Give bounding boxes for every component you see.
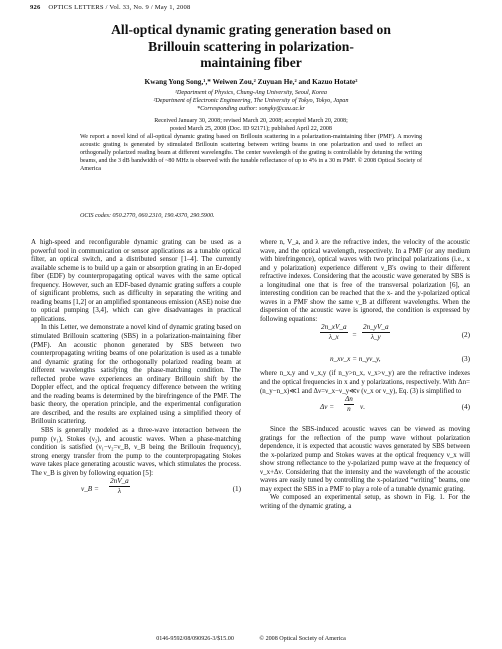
running-header (30, 4, 190, 11)
equation-2 (260, 323, 470, 353)
eq2-left-fraction (320, 323, 348, 341)
eq1-lhs: ν_B = (81, 485, 99, 494)
ocis-codes: OCIS codes: 050.2770, 060.2310, 190.4370, 290.5900. (80, 213, 215, 219)
equation-4 (260, 395, 470, 425)
eq2-right-numerator: 2n_yV_a (363, 323, 389, 332)
left-column (31, 238, 241, 507)
title-line-3: maintaining fiber (200, 55, 302, 70)
eq4-fraction (344, 395, 354, 413)
title-line-1: All-optical dynamic grating generation based on (111, 22, 391, 37)
eq2-right-denominator: λ_y (370, 333, 381, 342)
page-footer (0, 636, 502, 642)
eq3-body: n_xν_x = n_yν_y, (330, 355, 381, 364)
eq2-equals: = (352, 331, 357, 340)
eq4-lhs: Δν = (320, 403, 335, 412)
affiliations (30, 89, 472, 113)
article-title (30, 22, 472, 72)
eq3-number: (3) (461, 355, 470, 364)
eq1-denominator: λ (117, 486, 121, 495)
sbs-theory-paragraph: SBS is generally modeled as a three-wave interaction between the pump (ν₁), Stokes (ν₂), and acoustic waves. When a phase-matching condition is satisfied (ν₁−ν₂=ν_B, ν_B being the Brillouin frequency), strong energy transfer from the pump to the counterpropagating Stokes wave takes place generating acoustic waves, which stimulates the process. The ν_B is given by following equation [5]: (31, 426, 241, 477)
eq4-number: (4) (461, 403, 470, 412)
simplification-paragraph: where n_x,y and ν_x,y (if n_y>n_x, ν_x>ν_y) are the refractive indexes and the optical frequencies in x and y polarizations, respectively. With Δn=(n_y−n_x)≪1 and Δν=ν_x−ν_y≪ν (ν_x or ν_y), Eq. (3) is simplified to (260, 369, 470, 395)
eq1-fraction (109, 477, 130, 495)
title-line-2: Brillouin scattering in polarization- (148, 38, 354, 54)
received-dates (30, 117, 472, 133)
eq1-numerator: 2nV_a (110, 477, 129, 486)
affiliation-2: ²Department of Electronic Engineering, The University of Tokyo, Tokyo, Japan (153, 97, 349, 104)
grating-concept-paragraph: Since the SBS-induced acoustic waves can be viewed as moving gratings for the reflection of the pump wave without polarization dependence, it is expected that acoustic waves generated by SBS between the x-polarized pump and Stokes waves at the optical frequency ν_x will show strong reflectance to the y-polarized pump wave at the frequency of ν_x+Δν. Considering that the intensity and the wavelength of the acoustic waves are easily tuned by controlling the x-polarized “writing” beams, one may expect the SBS in a PMF to play a role of a tunable dynamic grating. (260, 425, 470, 493)
journal-citation: OPTICS LETTERS / Vol. 33, No. 9 / May 1, 2008 (48, 4, 191, 11)
eq4-numerator: Δn (345, 395, 353, 404)
equation-1 (31, 477, 241, 507)
eq2-left-denominator: λ_x (328, 333, 339, 342)
page-number: 926 (30, 4, 41, 11)
author-list: Kwang Yong Song,¹,* Weiwen Zou,² Zuyuan He,² and Kazuo Hotate² (144, 77, 358, 86)
right-column (260, 238, 470, 511)
eq4-denominator: n (347, 404, 351, 413)
eq2-right-fraction (362, 323, 390, 341)
eq4-rhs: ν. (360, 403, 365, 412)
eq2-number: (2) (461, 331, 470, 340)
experiment-intro-paragraph: We composed an experimental setup, as shown in Fig. 1. For the writing of the dynamic grating, a (260, 493, 470, 511)
received-line-1: Received January 30, 2008; revised March 20, 2008; accepted March 20, 2008; (154, 118, 348, 124)
eq2-left-numerator: 2n_xV_a (321, 323, 347, 332)
intro-paragraph: A high-speed and reconfigurable dynamic grating can be used as a powerful tool in communication or sensor applications as a tunable optical filter, an optical switch, and a distributed sensor [1–4]. The currently available scheme is to build up a gain or absorption grating in an Er-doped fiber (EDF) by counterpropagating optical waves with the same optical frequency. However, such an EDF-based dynamic grating suffers a couple of significant problems, such as difficulty in separating the writing and reading beams [1,2] or an amplified spontaneous emission (ASE) noise due to optical pumping [3,4], which can give disadvantages in practical applications. (31, 238, 241, 323)
corresponding-author: *Corresponding author: songky@cau.ac.kr (197, 105, 305, 112)
issn-code: 0146-9592/08/090926-3/$15.00 (156, 636, 234, 642)
abstract: We report a novel kind of all-optical dynamic grating based on Brillouin scattering in a polarization-maintaining fiber (PMF). A moving acoustic grating is generated by stimulated Brillouin scattering between writing beams in one polarization and used to reflect an orthogonally polarized reading beam at different wavelengths. The center wavelength of the grating is controllable by detuning the writing beams, and the 3 dB bandwidth of ~80 MHz is observed with the tunable reflectance of up to 4% in a 30 m PMF. © 2008 Optical Society of America (80, 134, 422, 172)
received-line-2: posted March 25, 2008 (Doc. ID 92171); published April 22, 2008 (170, 126, 332, 132)
equation-3 (260, 353, 470, 369)
eq1-number: (1) (232, 485, 241, 494)
affiliation-1: ¹Department of Physics, Chung-Ang University, Seoul, Korea (175, 89, 327, 96)
birefringence-paragraph: where n, V_a, and λ are the refractive index, the velocity of the acoustic wave, and the optical wavelength, respectively. In a PMF (or any medium with birefringence), optical waves with two principal polarizations (i.e., x and y polarization) experience different ν_B's owing to their different refractive indexes. Considering that the acoustic wave generated by SBS is a longitudinal one that is free of the transversal polarization [6], an interesting condition can be reached that the x- and the y-polarized optical waves in a PMF show the same ν_B at different wavelengths. When the dispersion of the acoustic wave is ignored, the condition is expressed by following equations: (260, 238, 470, 323)
letter-overview-paragraph: In this Letter, we demonstrate a novel kind of dynamic grating based on stimulated Brillouin scattering (SBS) in a polarization-maintaining fiber (PMF). An acoustic phonon generated by SBS between two counterpropagating writing beams of one polarization is used as a tunable and dynamic grating for the orthogonally polarized reading beam at different wavelengths satisfying the phase-matching condition. The reflected probe wave experiences an ordinary Brillouin shift by the Doppler effect, and the optical frequency difference between the writing and the reading beams is determined by the birefringence of the PMF. The basic theory, the operation principle, and the experimental configuration are described, and the results are explained using a simplified theory of Brillouin scattering. (31, 323, 241, 426)
copyright-notice: © 2008 Optical Society of America (259, 636, 346, 642)
